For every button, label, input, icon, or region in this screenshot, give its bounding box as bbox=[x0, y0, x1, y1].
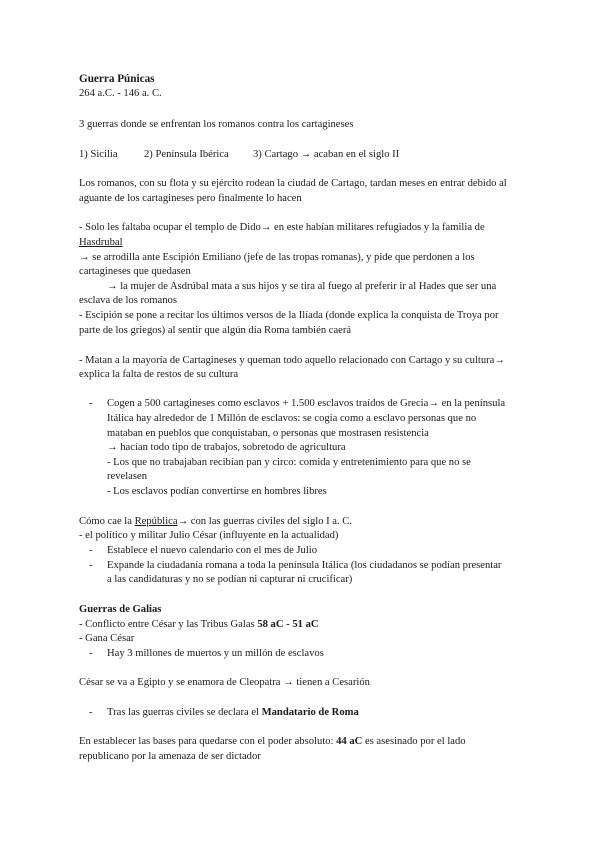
galias-dates: 58 aC - 51 aC bbox=[257, 619, 319, 630]
galias-conflict: - Conflicto entre César y las Tribus Galas bbox=[79, 619, 258, 630]
list-1-line-1: Cogen a 500 cartagineses como esclavos + 1.500 esclavos traídos de Grecia→ en la península bbox=[107, 398, 506, 409]
rep-bullet-2-line-2: a las candidaturas y no se podían ni capturar ni crucificar) bbox=[107, 574, 353, 585]
para-2-line-5: → la mujer de Asdrúbal mata a sus hijos y se tira al fuego al preferir ir al Hades que ser una bbox=[107, 281, 497, 292]
rep-dash-2: - bbox=[89, 560, 93, 571]
para-2-line-1: - Solo les faltaba ocupar el templo de Dido→ en este habían militares refugiados y la familia de bbox=[79, 222, 485, 233]
republic-line bbox=[79, 515, 352, 529]
galias-title: Guerras de Galias bbox=[79, 604, 162, 615]
intro-text: 3 guerras donde se enfrentan los romanos contra los cartagineses bbox=[79, 119, 354, 130]
mandatario-pre: Tras las guerras civiles se declara el bbox=[107, 707, 262, 718]
mandatario-dash: - bbox=[89, 707, 93, 718]
list-1-line-2: Itálica hay alrededor de 1 Millón de esclavos: se cogía como a esclavo personas que no bbox=[107, 413, 477, 424]
end-date: 44 aC bbox=[336, 736, 363, 747]
para-2-line-8: parte de los griegos) al sentir que algún día Roma también caerá bbox=[79, 325, 352, 336]
rep-bullet-2-line-1: Expande la ciudadanía romana a toda la península Itálica (los ciudadanos se podían presentar bbox=[107, 560, 502, 571]
para-2-line-6: esclava de los romanos bbox=[79, 295, 177, 306]
doc-title: Guerra Púnicas bbox=[79, 73, 155, 85]
republic-post: → con las guerras civiles del siglo I a. C. bbox=[177, 516, 353, 527]
list-1-line-6: revelasen bbox=[107, 471, 147, 482]
list-1-line-5: - Los que no trabajaban recibían pan y circo: comida y entretenimiento para que no se bbox=[107, 457, 471, 468]
mandatario-bold: Mandatario de Roma bbox=[261, 707, 359, 718]
end-line-1a: En establecer las bases para quedarse con el poder absoluto: bbox=[79, 736, 337, 747]
hasdrubal-link: Hasdrubal bbox=[79, 237, 123, 248]
end-line-1 bbox=[79, 735, 466, 749]
para-1-line-1: Los romanos, con su flota y su ejército rodean la ciudad de Cartago, tardan meses en entrar debido al bbox=[79, 178, 507, 189]
doc-dates: 264 a.C. - 146 a. C. bbox=[79, 88, 162, 99]
rep-bullet-1: Establece el nuevo calendario con el mes de Julio bbox=[107, 545, 318, 556]
rep-dash-1: - bbox=[89, 545, 93, 556]
galias-line-1 bbox=[79, 618, 319, 632]
republic-link: República bbox=[134, 516, 178, 527]
list-1-dash: - bbox=[89, 398, 93, 409]
war-3: 3) Cartago → acaban en el siglo II bbox=[253, 149, 400, 160]
republic-pre: Cómo cae la bbox=[79, 516, 135, 527]
end-line-1c: es asesinado por el lado bbox=[362, 736, 466, 747]
list-1-line-3: mataban en pueblos que conquistaban, o personas que mostrasen resistencia bbox=[107, 428, 429, 439]
end-line-2: republicano por la amenaza de ser dictador bbox=[79, 751, 261, 762]
list-1-line-7: - Los esclavos podían convertirse en hombres libres bbox=[107, 486, 327, 497]
para-2-line-3: → se arrodilla ante Escipión Emiliano (jefe de las tropas romanas), y pide que perdonen a los bbox=[79, 252, 475, 263]
para-2-line-4: cartagineses que quedasen bbox=[79, 266, 191, 277]
galias-line-2: - Gana César bbox=[79, 633, 135, 644]
galias-bullet-1: Hay 3 millones de muertos y un millón de esclavos bbox=[107, 648, 324, 659]
para-2-line-7: - Escipión se pone a recitar los últimos versos de la Ilíada (donde explica la conquista de Troya por bbox=[79, 310, 499, 321]
galias-dash: - bbox=[89, 648, 93, 659]
para-3-line-1: - Matan a la mayoría de Cartagineses y queman todo aquello relacionado con Cartago y su cultura→ bbox=[79, 355, 505, 366]
mandatario-line bbox=[107, 706, 359, 720]
caesar-line: - el político y militar Julio César (influyente en la actualidad) bbox=[79, 530, 339, 541]
para-1-line-2: aguante de los cartagineses pero finalmente lo hacen bbox=[79, 193, 302, 204]
cleopatra-line: César se va a Egipto y se enamora de Cleopatra → tienen a Cesarión bbox=[79, 677, 370, 688]
war-2: 2) Península Ibérica bbox=[144, 149, 229, 160]
para-3-line-2: explica la falta de restos de su cultura bbox=[79, 369, 239, 380]
list-1-line-4: → hacían todo tipo de trabajos, sobretodo de agricultura bbox=[107, 442, 346, 453]
war-1: 1) Sicilia bbox=[79, 149, 118, 160]
